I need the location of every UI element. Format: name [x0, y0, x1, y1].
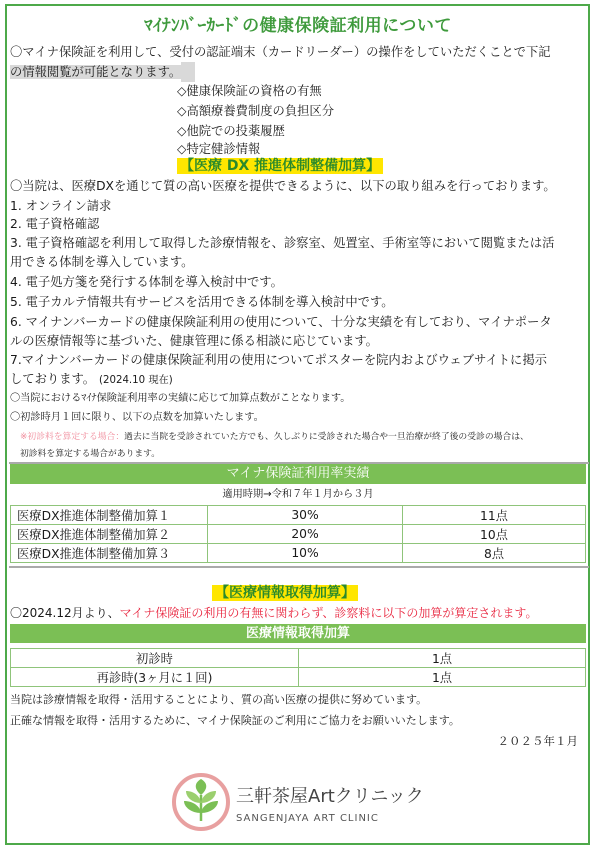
leaf-logo-icon [172, 773, 230, 831]
table-cell: 10% [208, 544, 403, 563]
table-cell: 再診時(3ヶ月に１回) [11, 668, 299, 687]
intro-item: ◇特定健診情報 [177, 142, 261, 156]
dx-line: 1. オンライン請求 [10, 199, 112, 213]
dx-lead: 〇当院は、医療DXを通じて質の高い医療を提供できるように、以下の取り組みを行っております。 [10, 179, 556, 193]
dx-line: 4. 電子処方箋を発行する体制を導入検討中です。 [10, 275, 283, 289]
table-cell: 11点 [403, 506, 586, 525]
dx-note-2: 〇初診時月１回に限り、以下の点数を加算いたします。 [10, 412, 264, 423]
table-row [11, 506, 586, 525]
table-cell: 医療DX推進体制整備加算２ [11, 525, 208, 544]
dx-line-last: しております。 (2024.10 現在) [10, 372, 173, 386]
dx-line: 5. 電子カルテ情報共有サービスを活用できる体制を導入検討中です。 [10, 295, 394, 309]
dx-line: 6. マイナンバーカードの健康保険証利用の使用について、十分な実績を有しており、マイナポータ [10, 315, 552, 329]
intro-line-1: 〇マイナ保険証を利用して、受付の認証端末（カードリーダー）の操作をしていただくことで下記 [10, 45, 551, 59]
info-table-header: 医療情報取得加算 [10, 624, 586, 643]
closing-date: ２０２５年１月 [497, 734, 578, 748]
table-cell: 30% [208, 506, 403, 525]
intro-item: ◇他院での投薬履歴 [177, 124, 285, 138]
clinic-name: 三軒茶屋Artクリニック [236, 786, 424, 807]
rate-table-header: マイナ保険証利用率実績 [10, 464, 586, 484]
table-row [11, 668, 586, 687]
intro-item: ◇健康保険証の資格の有無 [177, 84, 322, 98]
dx-note-3-line2: 初診料を算定する場合があります。 [20, 449, 161, 459]
table-cell: 10点 [403, 525, 586, 544]
table-cell: 8点 [403, 544, 586, 563]
dx-line: 2. 電子資格確認 [10, 217, 100, 231]
rate-table-period: 適用時期→令和７年１月から３月 [222, 489, 374, 500]
dx-line: 用できる体制を導入しています。 [10, 255, 194, 269]
dx-note-3: ※初診料を算定する場合：過去に当院を受診されていた方でも、久しぶりに受診された場合や一旦治療が終了後の受診の場合は、 [20, 432, 529, 442]
table-cell: 1点 [299, 649, 586, 668]
dx-heading: 【医療 DX 推進体制整備加算】 [177, 156, 383, 176]
info-lead: 〇2024.12月より、マイナ保険証の利用の有無に関わらず、診察料に以下の加算が算定されます。 [10, 606, 538, 620]
page-title: ﾏｲﾅﾝﾊﾞｰｶｰﾄﾞの健康保険証利用について [144, 16, 452, 36]
table-row [11, 544, 586, 563]
closing-line-1: 当院は診療情報を取得・活用することにより、質の高い医療の提供に努めています。 [10, 693, 428, 706]
divider [9, 566, 589, 568]
dx-line: ルの医療情報等に基づいた、健康管理に係る相談に応じています。 [10, 334, 378, 348]
clinic-name-en: SANGENJAYA ART CLINIC [236, 813, 379, 824]
rate-table [10, 505, 586, 563]
closing-line-2: 正確な情報を取得・活用するために、マイナ保険証のご利用にご協力をお願いいたします。 [10, 714, 460, 727]
intro-item: ◇高額療養費制度の負担区分 [177, 104, 335, 118]
table-cell: 医療DX推進体制整備加算１ [11, 506, 208, 525]
info-table [10, 648, 586, 687]
table-cell: 20% [208, 525, 403, 544]
dx-note-1: 〇当院におけるﾏｲﾅ保険証利用率の実績に応じて加算点数がことなります。 [10, 393, 351, 404]
intro-line-2: の情報閲覧が可能となります。 [10, 62, 195, 82]
table-row [11, 525, 586, 544]
dx-line: 7.マイナンバーカードの健康保険証利用の使用についてポスターを院内およびウェブサイトに掲示 [10, 353, 547, 367]
info-heading: 【医療情報取得加算】 [212, 583, 358, 603]
table-cell: 初診時 [11, 649, 299, 668]
table-cell: 1点 [299, 668, 586, 687]
table-cell: 医療DX推進体制整備加算３ [11, 544, 208, 563]
dx-line: 3. 電子資格確認を利用して取得した診療情報を、診察室、処置室、手術室等において閲覧または活 [10, 236, 555, 250]
table-row [11, 649, 586, 668]
